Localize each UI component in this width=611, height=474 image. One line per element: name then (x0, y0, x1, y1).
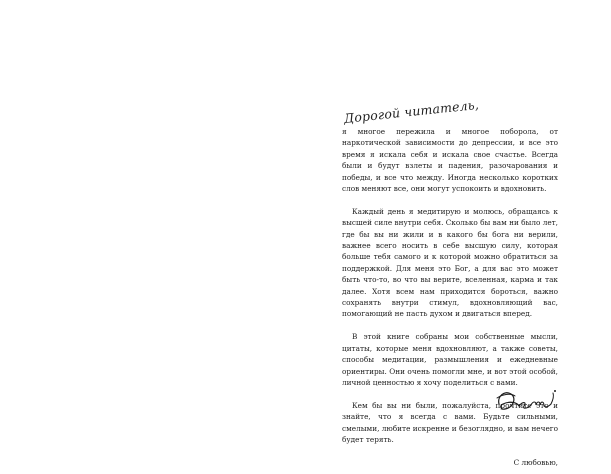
greeting-heading: Дорогой читатель, (343, 96, 480, 126)
handwritten-signature (493, 384, 573, 416)
letter-paragraph-3: В этой книге собраны мои собственные мысли, цитаты, которые меня вдохновляют, а также советы, способы медитации, размышления и ежедневные ориентиры. Они очень помогли мне, и вот этой особой, личной ценностью я хочу поделиться с вами. (342, 332, 558, 387)
letter-closing: С любовью, (513, 457, 558, 467)
letter-paragraph-4: Кем бы вы ни были, пожалуйста, прочтите это и знайте, что я всегда с вами. Будьте сильными, смелыми, любите искренне и безоглядно, и вам нечего будет терять. (342, 400, 558, 444)
letter-paragraph-2: Каждый день я медитирую и молюсь, обращаясь к высшей силе внутри себя. Сколько бы вам ни было лет, где бы вы ни жили и в какого бы бога ни верили, важнее всего носить в себе высшую силу, которая больше тебя самого и к которой можно обратиться за поддержкой. Для меня это Бог, а для вас это может быть что-то, во что вы верите, вселенная, карма и так далее. Хотя всем нам приходится бороться, важно сохранять внутри стимул, вдохновляющий вас, помогающий не пасть духом и двигаться вперед. (342, 206, 559, 319)
letter-paragraph-1: я многое пережила и многое поборола, от наркотической зависимости до депрессии, и все это время я искала себя и искала свое счастье. Всегда были и будут взлеты и падения, разочарования и победы, и все что между. Иногда несколько коротких слов меняют все, они могут успокоить и вдохновить. (342, 127, 558, 194)
